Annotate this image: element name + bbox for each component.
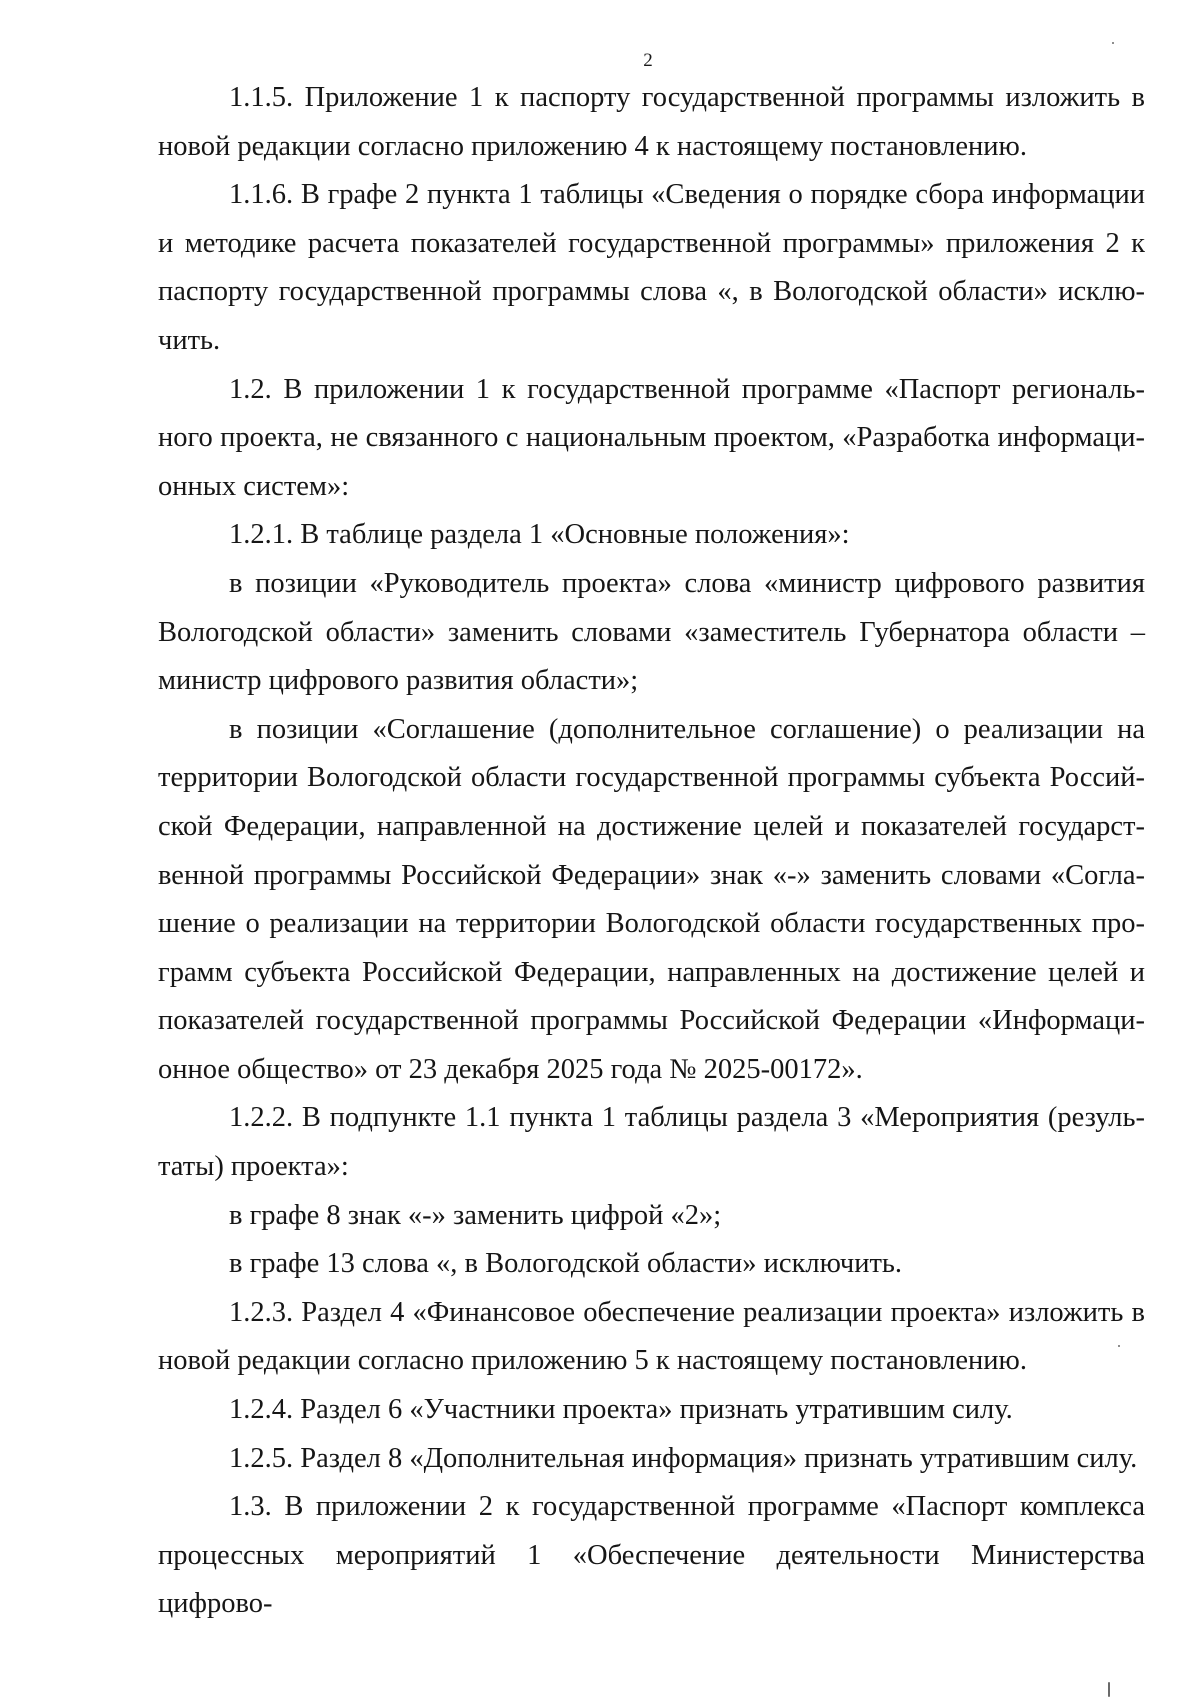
paragraph-1-1-6: 1.1.6. В графе 2 пункта 1 таблицы «Сведения о порядке сбора информации и методике расчета показателей государственной программы» приложения 2 к паспорту государственной программы слова «, в Вологодской области» исключить.	[158, 179, 1145, 356]
paragraph-1-2-3: 1.2.3. Раздел 4 «Финансовое обеспечение реализации проекта» изложить в новой редакции согласно приложению 5 к настоящему постановлению.	[158, 1296, 1145, 1377]
paragraph-column-13: в графе 13 слова «, в Вологодской области» исключить.	[229, 1248, 903, 1280]
paragraph-1-2-4: 1.2.4. Раздел 6 «Участники проекта» признать утратившим силу.	[229, 1394, 1013, 1426]
document-body	[158, 74, 1145, 1629]
paragraph-1-1-5: 1.1.5. Приложение 1 к паспорту государственной программы изложить в новой редакции согласно приложению 4 к настоящему постановлению.	[158, 82, 1145, 162]
paragraph-1-3: 1.3. В приложении 2 к государственной программе «Паспорт комплекса процессных мероприятий 1 «Обеспечение деятельности Министерства цифрово-	[158, 1491, 1145, 1620]
scan-speck	[1118, 1345, 1120, 1347]
paragraph-1-2-5: 1.2.5. Раздел 8 «Дополнительная информация» признать утратившим силу.	[229, 1442, 1138, 1474]
paragraph-agreement: в позиции «Соглашение (дополнительное соглашение) о реализации на территории Вологодской области государственной программы субъекта Российской Федерации, направленной на достижение целей и показателей государственной программы Российской Федерации» знак «-» заменить словами «Соглашение о реализации на территории Вологодской области государственных программ субъекта Российской Федерации, направленных на достижение целей и показателей государственной программы Российской Федерации «Информационное общество» от 23 декабря 2025 года № 2025-00172».	[158, 713, 1145, 1085]
paragraph-1-2: 1.2. В приложении 1 к государственной программе «Паспорт регионального проекта, не связанного с национальным проектом, «Разработка информационных систем»:	[158, 373, 1145, 502]
paragraph-1-2-1: 1.2.1. В таблице раздела 1 «Основные положения»:	[229, 519, 850, 551]
paragraph-column-8: в графе 8 знак «-» заменить цифрой «2»;	[229, 1199, 722, 1231]
scan-speck	[1112, 42, 1114, 44]
page-number: 2	[643, 50, 653, 71]
paragraph-project-head: в позиции «Руководитель проекта» слова «министр цифрового развития Вологодской области» заменить словами «заместитель Губернатора области – министр цифрового развития области»;	[158, 567, 1145, 697]
paragraph-1-2-2: 1.2.2. В подпункте 1.1 пункта 1 таблицы раздела 3 «Мероприятия (результаты) проекта»:	[158, 1102, 1145, 1183]
scan-speck	[1108, 1682, 1110, 1697]
